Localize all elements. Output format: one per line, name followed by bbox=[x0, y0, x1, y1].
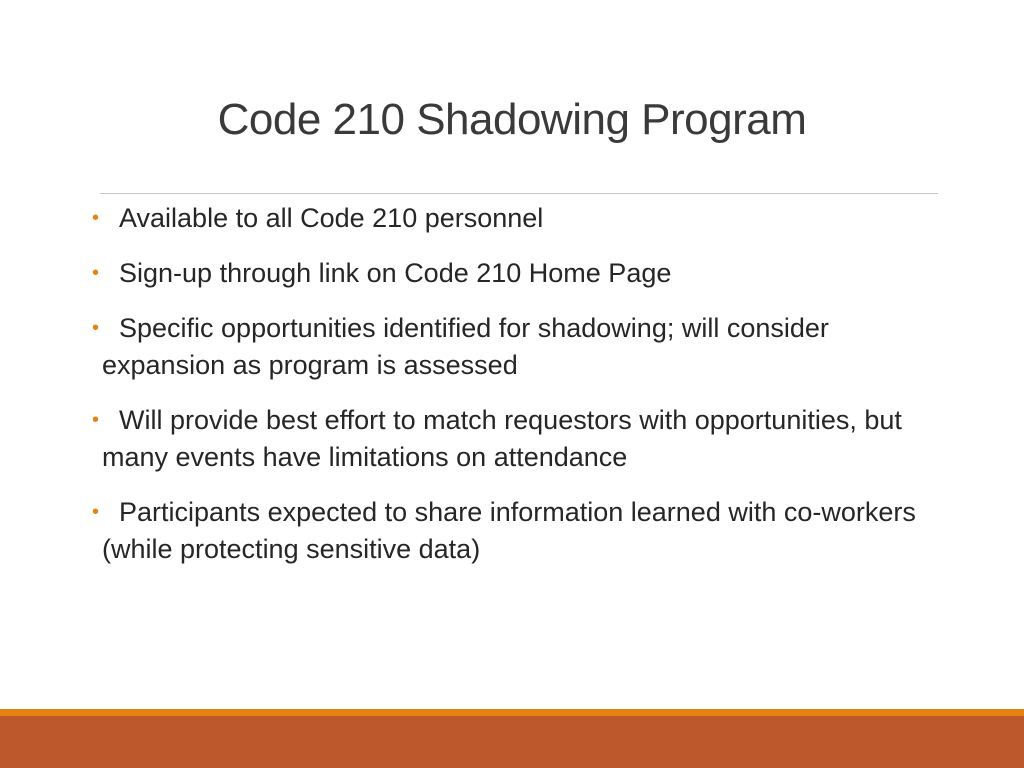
bullet-text: Will provide best effort to match requestors with opportunities, but many events have limitations on attendance bbox=[102, 405, 902, 472]
title-divider bbox=[100, 193, 938, 194]
bullet-item bbox=[84, 402, 924, 476]
footer-band bbox=[0, 709, 1024, 768]
bullet-item bbox=[84, 494, 924, 568]
bullet-list bbox=[84, 200, 924, 586]
bullet-text: Available to all Code 210 personnel bbox=[119, 203, 544, 233]
bullet-item bbox=[84, 200, 924, 237]
bullet-dot-icon: • bbox=[92, 501, 100, 523]
bullet-text: Participants expected to share information learned with co-workers (while protecting sensitive data) bbox=[102, 497, 916, 564]
bullet-item bbox=[84, 310, 924, 384]
footer-accent-stripe bbox=[0, 709, 1024, 716]
bullet-item bbox=[84, 255, 924, 292]
bullet-text: Specific opportunities identified for shadowing; will consider expansion as program is assessed bbox=[102, 313, 829, 380]
slide-title: Code 210 Shadowing Program bbox=[217, 95, 807, 144]
bullet-dot-icon: • bbox=[92, 207, 100, 229]
bullet-dot-icon: • bbox=[92, 317, 100, 339]
bullet-dot-icon: • bbox=[92, 409, 100, 431]
bullet-dot-icon: • bbox=[92, 262, 100, 284]
bullet-text: Sign-up through link on Code 210 Home Page bbox=[119, 258, 672, 288]
